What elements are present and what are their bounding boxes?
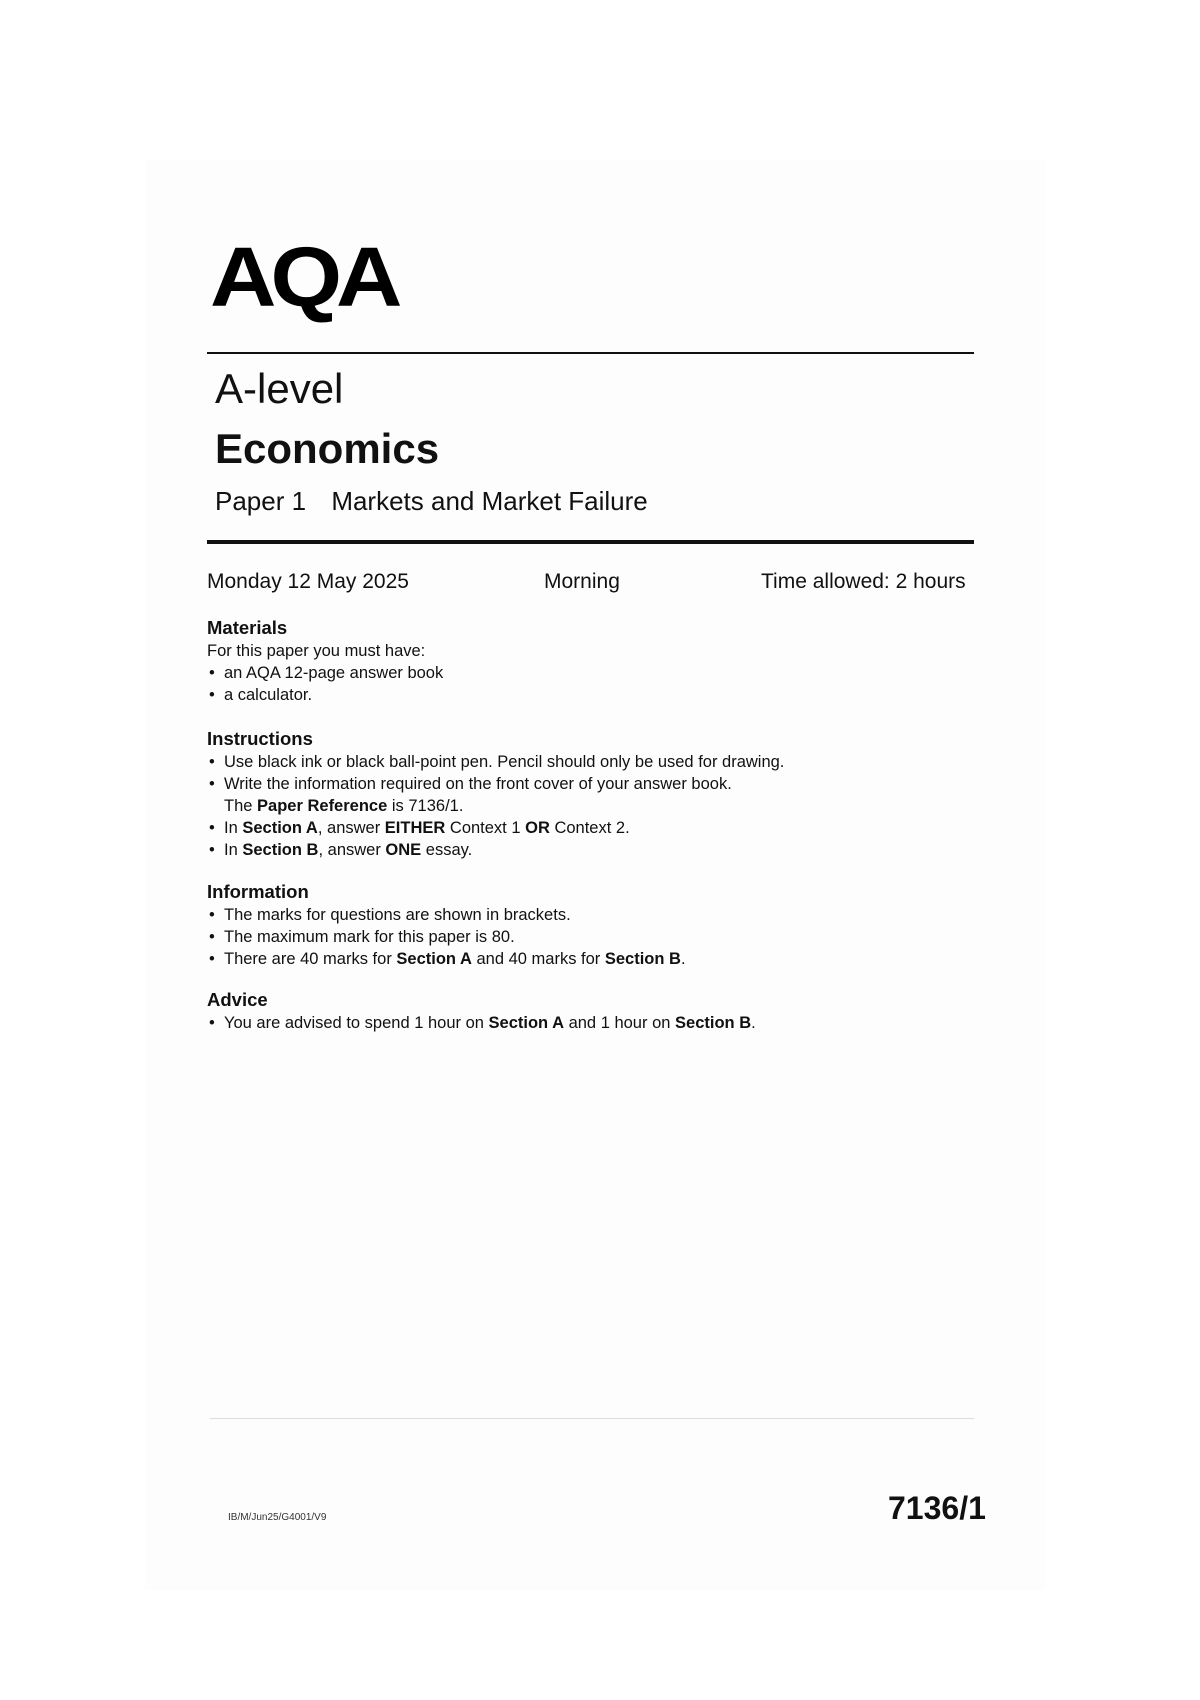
paper-number: Paper 1 [215, 486, 307, 516]
materials-intro: For this paper you must have: [207, 642, 426, 660]
list-item: • In Section A, answer EITHER Context 1 OR Context 2. [207, 817, 784, 839]
document-code: IB/M/Jun25/G4001/V9 [228, 1512, 327, 1523]
advice-heading: Advice [207, 989, 268, 1010]
list-item: • a calculator. [207, 684, 443, 706]
list-item: • There are 40 marks for Section A and 40 marks for Section B. [207, 948, 686, 970]
instructions-section [207, 727, 784, 861]
list-item: • In Section B, answer ONE essay. [207, 839, 784, 861]
subject-title: Economics [215, 425, 440, 472]
information-heading: Information [207, 881, 309, 902]
paper-reference-line: The Paper Reference is 7136/1. [224, 797, 464, 815]
paper-title [215, 486, 648, 517]
aqa-logo: AQA [210, 230, 397, 325]
list-item: • an AQA 12-page answer book [207, 662, 443, 684]
materials-section [207, 616, 443, 706]
list-item: • The marks for questions are shown in brackets. [207, 904, 686, 926]
paper-name: Markets and Market Failure [331, 486, 648, 516]
exam-date: Monday 12 May 2025 [207, 570, 409, 593]
title-divider [207, 540, 974, 544]
list-item: • The maximum mark for this paper is 80. [207, 926, 686, 948]
top-divider [207, 352, 974, 354]
time-allowed: Time allowed: 2 hours [761, 570, 966, 593]
list-item: • You are advised to spend 1 hour on Section A and 1 hour on Section B. [207, 1012, 756, 1034]
information-section [207, 880, 686, 970]
advice-section [207, 988, 756, 1034]
list-item: • Use black ink or black ball-point pen. Pencil should only be used for drawing. [207, 751, 784, 773]
list-item: • Write the information required on the front cover of your answer book. [207, 773, 784, 795]
qualification-level: A-level [215, 365, 344, 412]
footer-divider [210, 1418, 974, 1419]
instructions-heading: Instructions [207, 728, 313, 749]
paper-reference-number: 7136/1 [888, 1490, 986, 1526]
materials-heading: Materials [207, 617, 288, 638]
exam-session: Morning [544, 570, 620, 593]
